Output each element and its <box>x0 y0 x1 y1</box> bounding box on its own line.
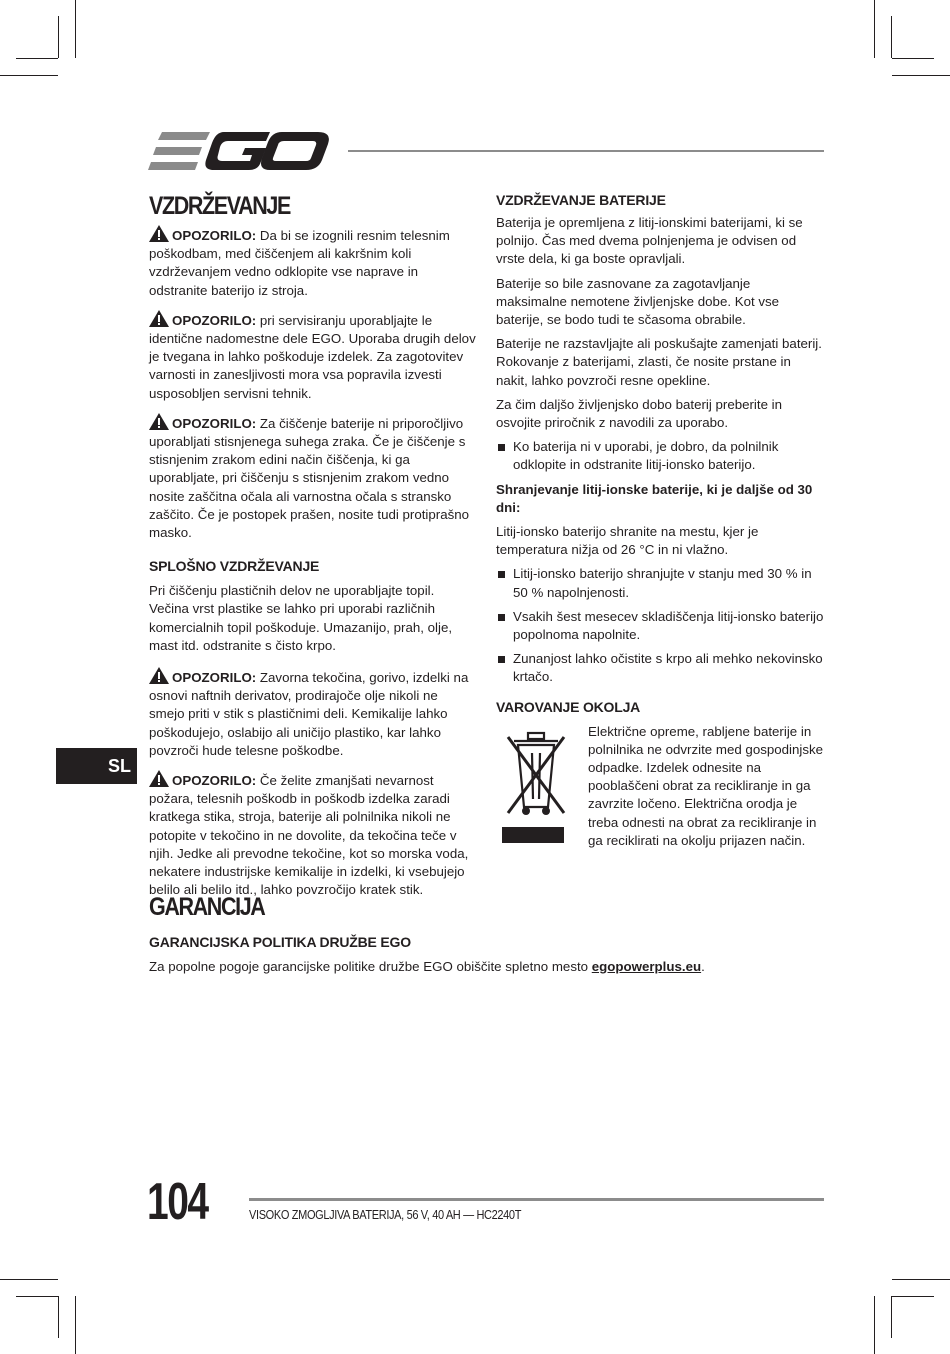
crop-mark <box>16 1296 58 1297</box>
warning-label: OPOZORILO: <box>172 773 257 789</box>
warning-label: OPOZORILO: <box>172 312 257 328</box>
warranty-section <box>149 892 829 976</box>
warning-text: Da bi se izognili resnim telesnim poškodbam, med čiščenjem ali kakršnim koli vzdrževanjem vedno odklopite vse naprave in odstranite baterijo iz stroja. <box>149 228 450 298</box>
warning-label: OPOZORILO: <box>172 415 257 431</box>
maintenance-section <box>149 191 476 906</box>
page-number: 104 <box>147 1173 208 1231</box>
bullet-icon <box>498 571 505 578</box>
crop-mark <box>892 75 950 76</box>
warning-icon <box>149 770 169 787</box>
warranty-text-body: Za popolne pogoje garancijske politike družbe EGO obiščite spletno mesto <box>149 959 592 974</box>
maintenance-title: VZDRŽEVANJE <box>149 192 290 220</box>
crop-mark <box>58 16 59 58</box>
battery-bullet-list <box>496 438 824 474</box>
list-item-text: Litij-ionsko baterijo shranjujte v stanju med 30 % in 50 % napolnjenosti. <box>513 566 812 600</box>
crop-mark <box>58 1296 59 1338</box>
crop-mark <box>0 75 58 76</box>
list-item-text: Zunanjost lahko očistite s krpo ali mehko nekovinsko krtačo. <box>513 651 823 685</box>
list-item-text: Ko baterija ni v uporabi, je dobro, da polnilnik odklopite in odstranite litij-ionsko baterijo. <box>513 439 779 473</box>
battery-paragraph: Za čim daljšo življenjsko dobo baterij preberite in osvojite priročnik z navodili za uporabo. <box>496 396 783 431</box>
footer-product-name: VISOKO ZMOGLJIVA BATERIJA, 56 V, 40 AH — HC2240T <box>249 1208 522 1222</box>
crop-mark <box>891 16 892 58</box>
crop-mark <box>892 58 934 59</box>
crop-mark <box>891 1296 892 1338</box>
warning-icon <box>149 413 169 430</box>
storage-text: Litij-ionsko baterijo shranite na mestu, kjer je temperatura nižja od 26 °C in ni vlažno. <box>496 524 759 558</box>
environment-text: Električne opreme, rabljene baterije in polnilnika ne odvrzite med gospodinjske odpadke. Izdelek odnesite na pooblaščeni obrat za recikliranje in ga zavrzite ločeno. Električna orodja je treba odnesti na obrat za recikliranje in ga reciklirati na okolju prijazen način. <box>588 723 824 848</box>
battery-paragraph: Baterije ne razstavljajte ali poskušajte zamenjati baterij. Rokovanje z baterijami, zlasti, če nosite prstane in nakit, lahko povzroči resne opekline. <box>496 336 822 388</box>
battery-maintenance-heading: VZDRŽEVANJE BATERIJE <box>496 192 666 208</box>
warning-text: pri servisiranju uporabljajte le identične nadomestne dele EGO. Uporaba drugih delov je tvegana in lahko poškoduje izdelek. Za zagotovitev varnosti in zanesljivosti mora vsa popravila izvesti usposobljen servisni tehnik. <box>149 312 476 401</box>
general-maintenance-text: Pri čiščenju plastičnih delov ne uporabljajte topil. Večina vrst plastike se lahko pri uporabi različnih komercialnih topil poškoduje. Umazanijo, prah, olje, mast itd. odstranite s čisto krpo. <box>149 583 453 653</box>
list-item <box>496 608 824 644</box>
warning-icon <box>149 667 169 684</box>
warning-text: Za čiščenje baterije ni priporočljivo uporabljati stisnjenega suhega zraka. Če je čiščenje s stisnjenim zrakom edini način čiščenja, ki ga uporabljate, pri čiščenju s stisnjenim zrakom vedno nosite zaščitna očala ali varnostna očala s stransko zaščito. Če je postopek prašen, nosite tudi protiprašno masko. <box>149 415 470 541</box>
list-item <box>496 438 824 474</box>
warranty-heading: GARANCIJSKA POLITIKA DRUŽBE EGO <box>149 934 411 950</box>
warning-paragraph <box>149 310 476 403</box>
crop-mark <box>892 1279 950 1280</box>
warning-text: Če želite zmanjšati nevarnost požara, telesnih poškodb in poškodb izdelka zaradi kratkega stika, stroja, baterije ali polnilnika nikoli ne potopite v tekočino in ne dovolite, da tekočina teče v njih. Jedke ali prevodne tekočine, kot so morska voda, nekatere industrijske kemikalije in izdelki, ki vsebujejo belilo ali belilo itd., lahko povzročijo kratek stik. <box>149 773 469 898</box>
warning-label: OPOZORILO: <box>172 670 257 686</box>
header-rule <box>348 150 824 152</box>
list-item <box>496 650 824 686</box>
general-maintenance-heading: SPLOŠNO VZDRŽEVANJE <box>149 558 320 575</box>
warranty-link[interactable]: egopowerplus.eu <box>591 959 702 974</box>
crop-mark <box>874 0 875 58</box>
crop-mark <box>75 1296 76 1354</box>
warning-paragraph <box>149 413 476 542</box>
crop-mark <box>16 58 58 59</box>
warranty-text-end: . <box>701 959 705 974</box>
crop-mark <box>75 0 76 58</box>
crossed-bin-icon <box>502 727 572 845</box>
warning-paragraph <box>149 667 476 760</box>
crop-mark <box>892 1296 934 1297</box>
footer-rule <box>249 1198 824 1201</box>
warning-paragraph <box>149 770 476 899</box>
warranty-title: GARANCIJA <box>149 893 265 921</box>
warning-icon <box>149 225 169 242</box>
storage-heading: Shranjevanje litij-ionske baterije, ki je daljše od 30 dni: <box>496 481 813 515</box>
crop-mark <box>0 1279 58 1280</box>
crop-mark <box>874 1296 875 1354</box>
bullet-icon <box>498 656 505 663</box>
language-tab-label: SL <box>107 756 131 776</box>
warning-text: Zavorna tekočina, gorivo, izdelki na osnovi naftnih derivatov, prodirajoče olje nikoli ne smejo priti v stik s plastičnimi deli. Kemikalije lahko poškodujejo, oslabijo ali uničijo plastiko, kar lahko povzroči hude telesne poškodbe. <box>149 670 469 758</box>
warning-paragraph <box>149 225 476 300</box>
warning-label: OPOZORILO: <box>172 228 257 243</box>
battery-paragraph: Baterije so bile zasnovane za zagotavljanje maksimalne nemotene življenjske dobe. Kot vse baterije, se bodo tudi te sčasoma obrabile. <box>496 275 780 328</box>
ego-logo <box>148 128 332 174</box>
list-item-text: Vsakih šest mesecev skladiščenja litij-ionsko baterijo popolnoma napolnite. <box>513 608 824 643</box>
environment-block <box>496 723 824 848</box>
storage-bullet-list <box>496 565 824 686</box>
list-item <box>496 565 824 601</box>
warranty-text <box>149 958 829 976</box>
battery-paragraph: Baterija je opremljena z litij-ionskimi baterijami, ki se polnijo. Čas med dvema polnjenjema je odvisen od vrste dela, ki ga boste opravljali. <box>496 215 803 267</box>
language-tab <box>56 748 137 784</box>
bullet-icon <box>498 444 505 451</box>
battery-section <box>496 190 824 848</box>
warning-icon <box>149 310 169 327</box>
bullet-icon <box>498 614 505 621</box>
environment-heading: VAROVANJE OKOLJA <box>496 698 641 715</box>
